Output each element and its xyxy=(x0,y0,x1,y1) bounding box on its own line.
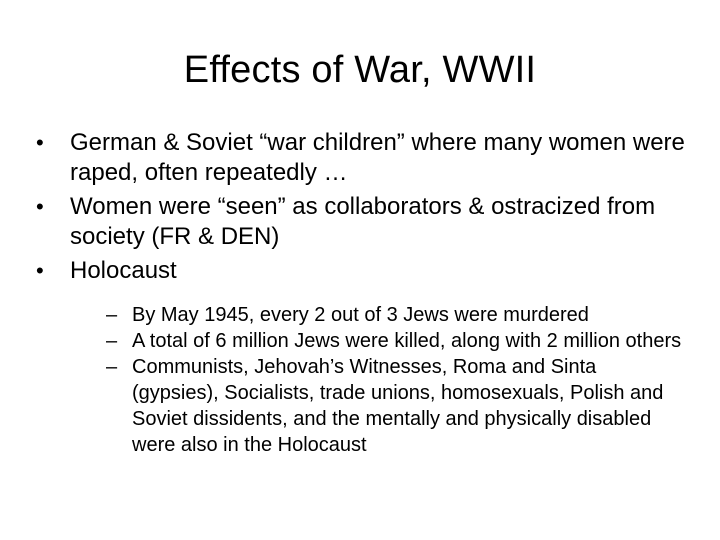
bullet-text: Holocaust xyxy=(70,257,177,284)
sub-bullet-list xyxy=(62,302,686,458)
bullet-item xyxy=(36,256,686,458)
sub-bullet-item xyxy=(62,328,686,354)
sub-bullet-text: Communists, Jehovah’s Witnesses, Roma and Sinta (gypsies), Socialists, trade unions, homosexuals, Polish and Soviet dissidents, and the mentally and physically disabled were also in the Holocaust xyxy=(132,356,664,456)
sub-bullet-marker: – xyxy=(106,330,118,352)
bullet-item xyxy=(36,128,686,188)
sub-bullet-item xyxy=(62,354,686,458)
bullet-item xyxy=(36,192,686,252)
slide-title: Effects of War, WWII xyxy=(183,49,537,91)
sub-bullet-marker: – xyxy=(106,304,118,326)
bullet-list xyxy=(36,128,686,458)
sub-bullet-item xyxy=(62,302,686,328)
slide-content xyxy=(36,128,686,462)
sub-bullet-text: A total of 6 million Jews were killed, along with 2 million others xyxy=(132,330,682,352)
bullet-marker: • xyxy=(36,130,44,155)
sub-bullet-marker: – xyxy=(106,356,118,378)
bullet-text: German & Soviet “war children” where many women were raped, often repeatedly … xyxy=(70,129,685,186)
bullet-marker: • xyxy=(36,194,44,219)
sub-bullet-text: By May 1945, every 2 out of 3 Jews were murdered xyxy=(132,304,589,326)
bullet-text: Women were “seen” as collaborators & ostracized from society (FR & DEN) xyxy=(70,193,656,250)
bullet-marker: • xyxy=(36,258,44,283)
